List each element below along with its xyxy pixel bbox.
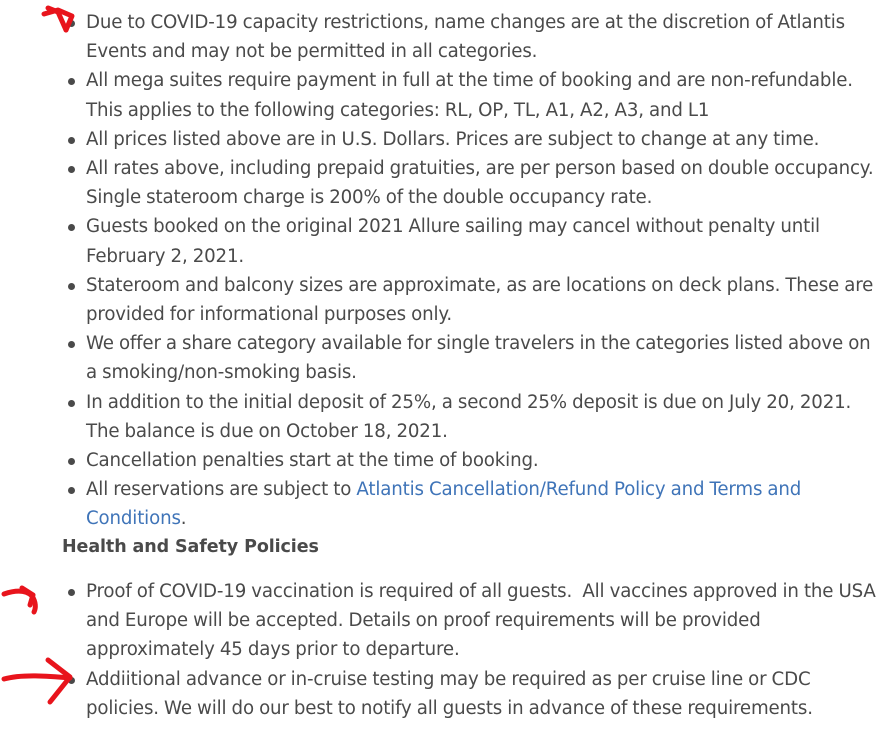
bullet-icon	[68, 166, 75, 173]
list-item	[60, 665, 886, 723]
cancellation-policy-link[interactable]: Atlantis Cancellation/Refund Policy and Terms and Conditions	[86, 479, 807, 530]
bullet-icon	[68, 487, 75, 494]
list-item	[60, 329, 886, 387]
list-item	[60, 125, 886, 154]
list-item	[60, 8, 886, 66]
policy-text: Proof of COVID-19 vaccination is required of all guests. All vaccines approved in the USA and Europe will be accepted. Details on proof requirements will be provided approximately 45 days prior to departure.	[86, 581, 881, 661]
policy-text: In addition to the initial deposit of 25%, a second 25% deposit is due on July 20, 2021. The balance is due on October 18, 2021.	[86, 391, 857, 442]
policy-text-prefix: All reservations are subject to	[86, 479, 357, 501]
bullet-icon	[68, 589, 75, 596]
bullet-icon	[68, 283, 75, 290]
list-item	[60, 271, 886, 329]
list-item	[60, 577, 886, 665]
policy-text: Addiitional advance or in-cruise testing may be required as per cruise line or CDC policies. We will do our best to notify all guests in advance of these requirements.	[86, 668, 816, 719]
list-item	[60, 66, 886, 124]
bullet-icon	[68, 400, 75, 407]
booking-policies-list	[60, 8, 886, 534]
bullet-icon	[68, 78, 75, 85]
policy-text-suffix: .	[180, 508, 187, 530]
list-item	[60, 154, 886, 212]
list-item	[60, 475, 886, 533]
policy-text: Due to COVID-19 capacity restrictions, name changes are at the discretion of Atlantis Events and may not be permitted in all categories.	[86, 12, 851, 63]
bullet-icon	[68, 677, 75, 684]
list-item	[60, 446, 886, 475]
bullet-icon	[68, 224, 75, 231]
policy-text: All rates above, including prepaid gratuities, are per person based on double occupancy. Single stateroom charge is 200% of the double occupancy rate.	[86, 158, 879, 209]
section-heading: Health and Safety Policies	[62, 537, 319, 557]
list-item	[60, 212, 886, 270]
red-arrow-icon	[4, 588, 35, 612]
policy-text: All prices listed above are in U.S. Dollars. Prices are subject to change at any time.	[86, 128, 820, 150]
list-item	[60, 388, 886, 446]
policy-text: All mega suites require payment in full at the time of booking and are non-refundable. This applies to the following categories: RL, OP, TL, A1, A2, A3, and L1	[86, 70, 859, 121]
policy-text: Cancellation penalties start at the time of booking.	[86, 450, 539, 472]
policy-text: Stateroom and balcony sizes are approximate, as are locations on deck plans. These are provided for informational purposes only.	[86, 274, 879, 326]
bullet-icon	[68, 341, 75, 348]
bullet-icon	[68, 20, 75, 27]
policy-text: Guests booked on the original 2021 Allure sailing may cancel without penalty until February 2, 2021.	[86, 216, 826, 267]
bullet-icon	[68, 137, 75, 144]
health-policies-list	[60, 577, 886, 723]
policy-text: We offer a share category available for single travelers in the categories listed above on a smoking/non-smoking basis.	[86, 333, 876, 384]
bullet-icon	[68, 458, 75, 465]
